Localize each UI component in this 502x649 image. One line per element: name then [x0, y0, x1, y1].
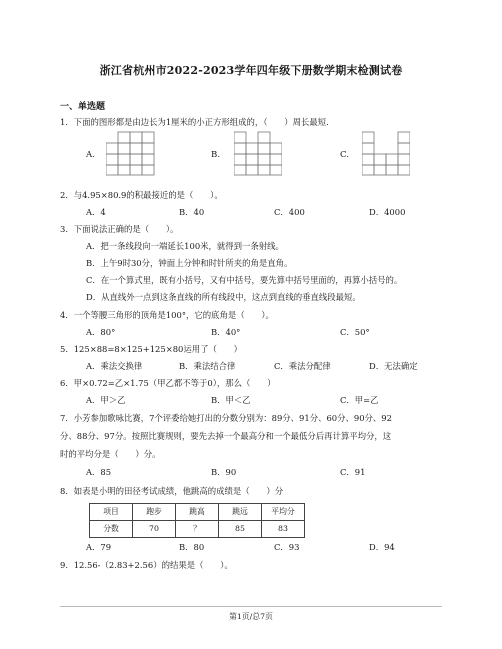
question-3-option-d: D．从直线外一点到这条直线的所有线段中，这点到直线的垂直线段最短。: [86, 292, 361, 302]
table-cell: ？: [176, 521, 219, 538]
question-5: 5．125×88=8×125+125×80运用了（ ）: [60, 344, 243, 354]
table-cell: 分数: [90, 521, 133, 538]
figure-c-grid-shape: [362, 130, 410, 176]
table-cell: 项目: [90, 504, 133, 521]
figure-a-label: A.: [86, 150, 95, 160]
question-4-options: [86, 327, 442, 339]
question-3-option-c: C．在一个算式里，既有小括号，又有中括号，要先算中括号里面的，再算小括号的。: [86, 275, 403, 285]
table-cell: 83: [262, 521, 305, 538]
question-6: 6．甲×0.72=乙×1.75（甲乙都不等于0），那么（ ）: [60, 378, 276, 388]
option-a: A．甲＞乙: [86, 395, 126, 405]
question-7-line-1: 7．小芳参加歌咏比赛，7个评委给她打出的分数分别为：89分、91分、60分、90分、92: [60, 413, 392, 423]
figure-b-label: B.: [211, 150, 221, 160]
question-3-option-b: B．上午9时30分，钟面上分钟和时针所夹的角是直角。: [86, 258, 293, 268]
question-5-options: [86, 361, 442, 373]
question-8-options: [86, 542, 442, 554]
table-cell: 跳高: [176, 504, 219, 521]
question-2-options: [86, 207, 442, 219]
question-4: 4．一个等腰三角形的顶角是100°，它的底角是（ ）。: [60, 310, 274, 320]
option-c: C．91: [340, 467, 366, 477]
footer-divider: [60, 606, 442, 607]
question-9: 9．12.56-（2.83+2.56）的结果是（ ）。: [60, 560, 233, 570]
option-b: B．90: [211, 467, 237, 477]
option-c: C．400: [274, 207, 305, 217]
question-2: 2．与4.95×80.9的积最接近的是（ ）。: [60, 190, 223, 200]
question-3: 3．下面说法正确的是（ ）。: [60, 224, 179, 234]
option-d: D．4000: [369, 207, 406, 217]
question-7-options: [86, 467, 442, 479]
option-b: B．乘法结合律: [179, 361, 236, 371]
option-c: C．甲=乙: [340, 395, 379, 405]
section-heading: 一、单选题: [60, 102, 106, 112]
table-row: [90, 521, 305, 538]
option-b: B．40°: [211, 327, 241, 337]
option-d: D．无法确定: [369, 361, 418, 371]
question-1-figures: [86, 130, 456, 176]
question-6-options: [86, 395, 442, 407]
table-cell: 85: [219, 521, 262, 538]
option-b: B．80: [179, 542, 205, 552]
question-1: 1．下面的图形都是由边长为1厘米的小正方形组成的，（ ）周长最短.: [60, 117, 329, 127]
table-cell: 跳远: [219, 504, 262, 521]
question-3-option-a: A．把一条线段向一端延长100米，就得到一条射线。: [86, 241, 284, 251]
table-cell: 跑步: [133, 504, 176, 521]
figure-a-grid-shape: [106, 130, 166, 176]
page-footer: 第1页/总7页: [229, 612, 273, 621]
exam-title: 浙江省杭州市2022-2023学年四年级下册数学期末检测试卷: [99, 64, 403, 77]
question-8: 8．如表是小明的田径考试成绩，他跳高的成绩是（ ）分: [60, 486, 284, 496]
question-7-line-2: 分、88分、97分。按照比赛规则，要先去掉一个最高分和一个最低分后再计算平均分，这: [60, 431, 392, 441]
score-table: [89, 503, 305, 538]
option-b: B．40: [179, 207, 205, 217]
table-cell: 70: [133, 521, 176, 538]
option-c: C．乘法分配律: [274, 361, 331, 371]
figure-b-grid-shape: [234, 130, 282, 176]
option-a: A．乘法交换律: [86, 361, 143, 371]
option-c: C．93: [274, 542, 300, 552]
option-a: A．85: [86, 467, 112, 477]
figure-c-label: C.: [340, 150, 350, 160]
table-row: [90, 504, 305, 521]
option-a: A．80°: [86, 327, 116, 337]
option-b: B．甲＜乙: [211, 395, 251, 405]
option-c: C．50°: [340, 327, 370, 337]
table-cell: 平均分: [262, 504, 305, 521]
option-a: A．79: [86, 542, 112, 552]
question-7-line-3: 时的平均分是（ ）分。: [60, 449, 161, 459]
option-d: D．94: [369, 542, 395, 552]
option-a: A．4: [86, 207, 106, 217]
